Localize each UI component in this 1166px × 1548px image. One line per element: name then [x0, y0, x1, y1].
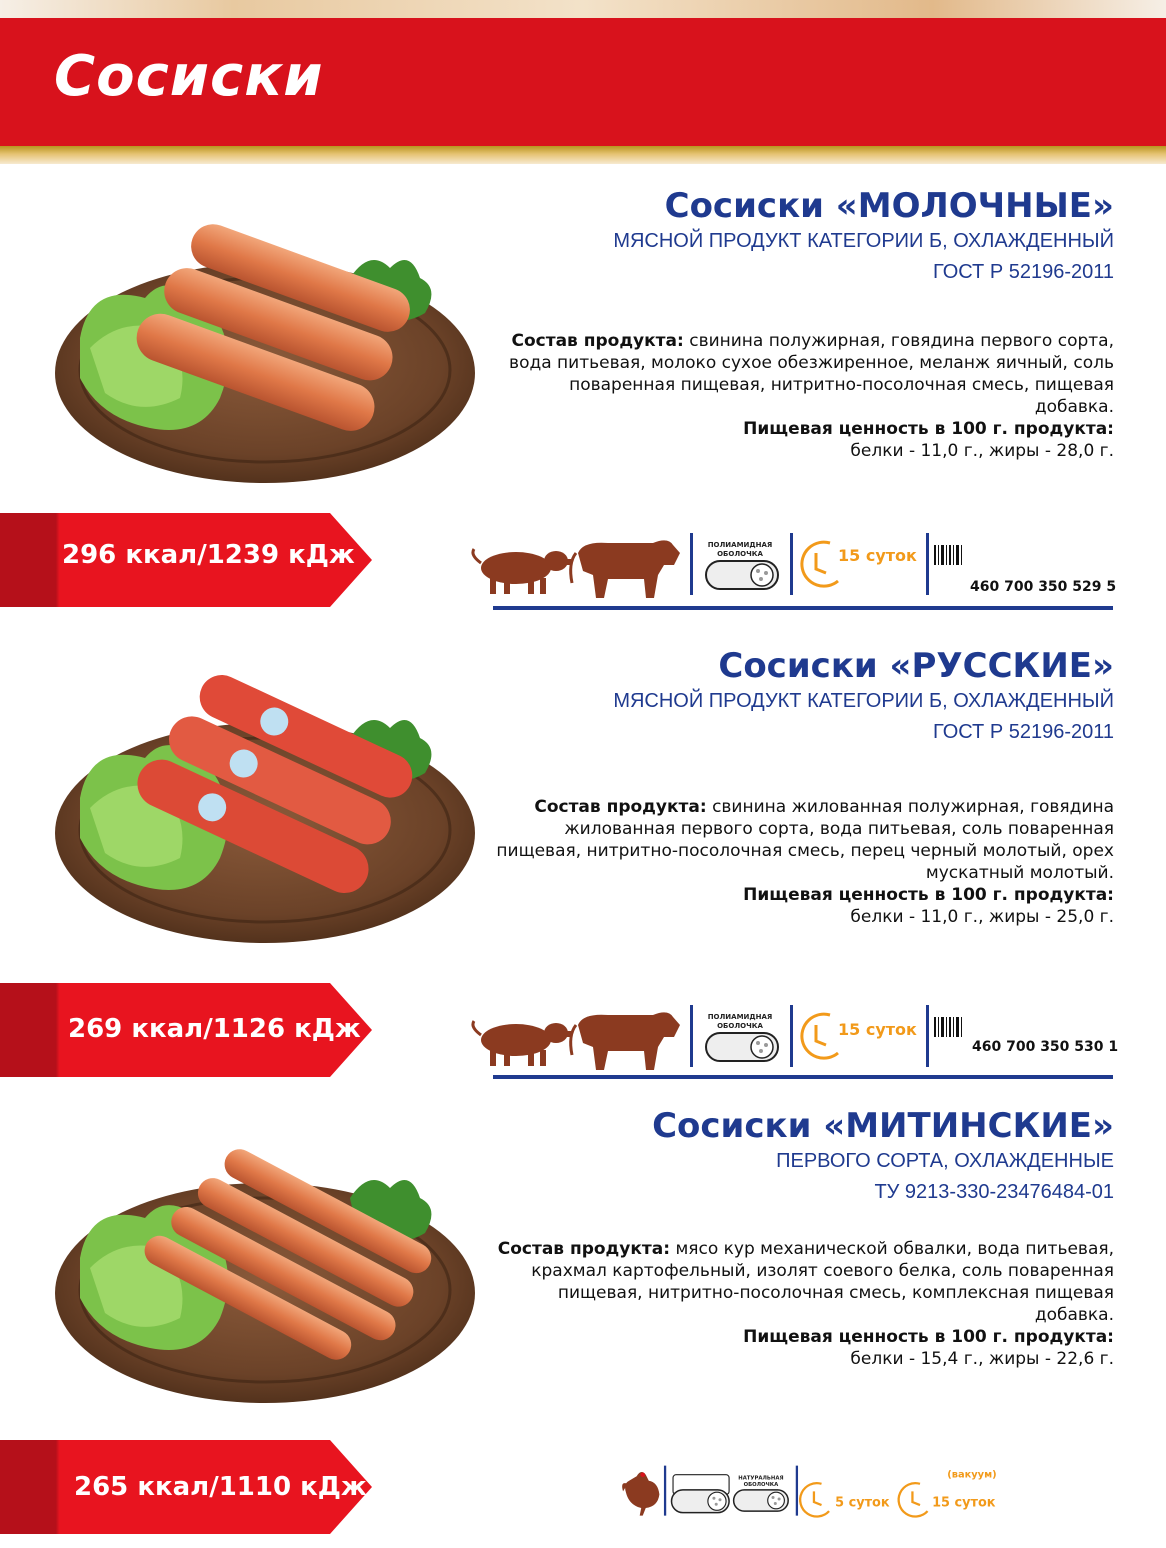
- divider: [926, 533, 929, 595]
- product-composition: [494, 796, 1114, 928]
- composition-text: свинина полужирная, говядина первого сорта, вода питьевая, молоко сухое обезжиренное, меланж яичный, соль поваренная пищевая, нитритно-посолочная смесь, пищевая добавка.: [509, 331, 1114, 417]
- product-category: ПЕРВОГО СОРТА, ОХЛАЖДЕННЫЕ: [776, 1150, 1114, 1172]
- gold-decor-strip: [0, 146, 1166, 164]
- calorie-value: 296 ккал/1239 кДж: [62, 540, 355, 570]
- svg-text:ПОЛИАМИДНАЯ: ПОЛИАМИДНАЯ: [707, 541, 773, 549]
- composition-text: мясо кур механической обвалки, вода питьевая, крахмал картофельный, изолят соевого белка, соль поваренная пищевая, нитритно-посолочная смесь, комплексная пищевая добавка.: [531, 1239, 1114, 1325]
- chicken-icon: [622, 1472, 659, 1516]
- nutrition-text: белки - 11,0 г., жиры - 28,0 г.: [850, 441, 1114, 461]
- product-category: МЯСНОЙ ПРОДУКТ КАТЕГОРИИ Б, ОХЛАЖДЕННЫЙ: [613, 690, 1114, 712]
- composition-label: Состав продукта:: [534, 797, 707, 817]
- pig-icon: [473, 1021, 571, 1066]
- nutrition-text: белки - 11,0 г., жиры - 25,0 г.: [850, 907, 1114, 927]
- page-title: Сосиски: [54, 44, 324, 109]
- divider: [790, 1005, 793, 1067]
- product-standard: ГОСТ Р 52196-2011: [933, 721, 1114, 743]
- vacuum-shelf-life: 15 суток: [932, 1495, 996, 1511]
- clock-icon: [899, 1483, 928, 1516]
- svg-text:ОБОЛОЧКА: ОБОЛОЧКА: [717, 550, 763, 558]
- shelf-life: 5 суток: [835, 1495, 890, 1511]
- clock-icon: [800, 1483, 829, 1516]
- product-section-russkie: [0, 628, 1166, 1088]
- clock-icon: [802, 542, 838, 586]
- nutrition-label: Пищевая ценность в 100 г. продукта:: [743, 1327, 1114, 1347]
- natural-casing-icon: [734, 1475, 789, 1511]
- nutrition-label: Пищевая ценность в 100 г. продукта:: [743, 885, 1114, 905]
- product-standard: ТУ 9213-330-23476484-01: [874, 1181, 1114, 1203]
- barcode-number: 460 700 350 530 1: [972, 1039, 1119, 1055]
- product-name: Сосиски «МОЛОЧНЫЕ»: [664, 186, 1114, 226]
- vacuum-label: (вакуум): [947, 1469, 997, 1481]
- vacuum-pack-icon: [672, 1475, 730, 1513]
- product-composition: [494, 1238, 1114, 1370]
- product-photo: [50, 188, 490, 488]
- calorie-value: 265 ккал/1110 кДж: [74, 1472, 367, 1502]
- barcode-icon: [934, 545, 962, 565]
- product-icons: [468, 995, 1128, 1070]
- cow-icon: [571, 1012, 680, 1070]
- divider: [690, 1005, 693, 1067]
- product-name: Сосиски «МИТИНСКИЕ»: [652, 1106, 1114, 1146]
- top-decor-strip: [0, 0, 1166, 18]
- product-section-molochnye: [0, 168, 1166, 628]
- shelf-life: 15 суток: [838, 546, 917, 565]
- svg-text:НАТУРАЛЬНАЯ: НАТУРАЛЬНАЯ: [738, 1475, 784, 1482]
- nutrition-label: Пищевая ценность в 100 г. продукта:: [743, 419, 1114, 439]
- section-divider: [493, 1075, 1113, 1079]
- cow-icon: [571, 540, 680, 598]
- product-photo: [50, 1108, 490, 1408]
- barcode-icon: [934, 1017, 962, 1037]
- product-name: Сосиски «РУССКИЕ»: [718, 646, 1114, 686]
- calorie-value: 269 ккал/1126 кДж: [68, 1014, 361, 1044]
- product-composition: [494, 330, 1114, 462]
- composition-label: Состав продукта:: [511, 331, 684, 351]
- polyamide-casing-icon: [706, 1013, 778, 1061]
- nutrition-text: белки - 15,4 г., жиры - 22,6 г.: [850, 1349, 1114, 1369]
- pig-icon: [473, 549, 571, 594]
- polyamide-casing-icon: [706, 541, 778, 589]
- product-section-mitinskie: [0, 1088, 1166, 1548]
- divider: [790, 533, 793, 595]
- product-photo: [50, 648, 490, 948]
- shelf-life: 15 суток: [838, 1020, 917, 1039]
- clock-icon: [802, 1014, 838, 1058]
- composition-text: свинина жилованная полужирная, говядина жилованная первого сорта, вода питьевая, соль поваренная пищевая, нитритно-посолочная смесь, перец черный молотый, орех мускатный молотый.: [496, 797, 1114, 883]
- barcode-number: 460 700 350 529 5: [970, 579, 1117, 595]
- divider: [796, 1466, 798, 1516]
- product-category: МЯСНОЙ ПРОДУКТ КАТЕГОРИИ Б, ОХЛАЖДЕННЫЙ: [613, 230, 1114, 252]
- product-icons: [620, 1452, 1120, 1527]
- svg-text:ОБОЛОЧКА: ОБОЛОЧКА: [717, 1022, 763, 1030]
- svg-text:ОБОЛОЧКА: ОБОЛОЧКА: [743, 1482, 779, 1489]
- divider: [926, 1005, 929, 1067]
- divider: [664, 1466, 666, 1516]
- divider: [690, 533, 693, 595]
- composition-label: Состав продукта:: [497, 1239, 671, 1259]
- product-standard: ГОСТ Р 52196-2011: [933, 261, 1114, 283]
- svg-text:ПОЛИАМИДНАЯ: ПОЛИАМИДНАЯ: [707, 1013, 773, 1021]
- section-divider: [493, 606, 1113, 610]
